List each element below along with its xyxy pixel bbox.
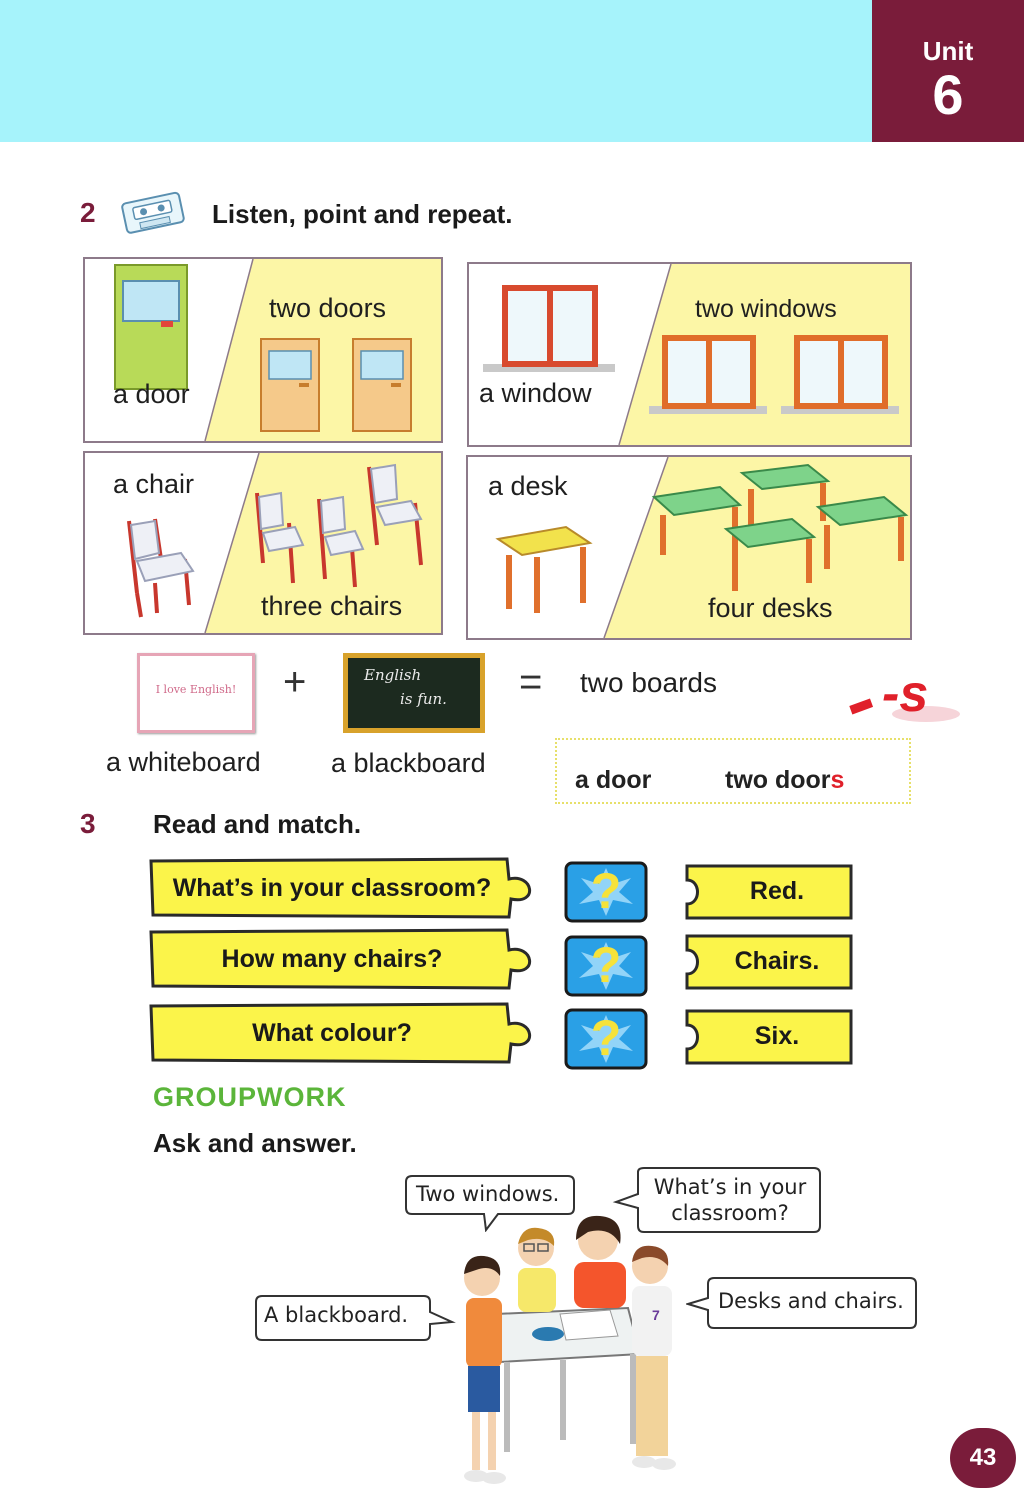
label-two-doors: two doors: [269, 293, 387, 323]
window-image: [649, 338, 767, 414]
question-piece[interactable]: [147, 926, 542, 992]
header-banner: [0, 0, 872, 142]
window-image: [781, 338, 899, 414]
vocab-panel-chair: [83, 451, 443, 635]
label-a-window: a window: [479, 378, 592, 408]
answer-piece[interactable]: [683, 1007, 855, 1067]
section2-number: 2: [80, 197, 96, 228]
s-rule-plural-suffix: s: [830, 766, 845, 794]
svg-text:7: 7: [652, 1307, 660, 1323]
question-text: What’s in your classroom?: [172, 874, 492, 902]
question-text: What colour?: [252, 1019, 412, 1047]
door-image: [353, 339, 411, 431]
label-a-desk: a desk: [488, 471, 568, 501]
label-four-desks: four desks: [708, 593, 833, 623]
question-mark: ?: [590, 937, 622, 993]
desk-image: [498, 527, 590, 613]
groupwork-title: GROUPWORK: [153, 1082, 347, 1112]
vocab-panel-door: [83, 257, 443, 443]
label-a-whiteboard: a whiteboard: [106, 747, 261, 777]
page-number: 43: [950, 1428, 1016, 1488]
s-letter: -s: [882, 665, 929, 723]
unit-number: 6: [932, 63, 964, 126]
s-mark: [846, 665, 962, 730]
question-mark-icon: [563, 934, 649, 998]
chair-image: [129, 519, 193, 617]
plus-sign: +: [283, 660, 307, 704]
question-piece[interactable]: [147, 1000, 542, 1066]
unit-tab: [872, 0, 1024, 142]
bubble-text: What’s in your classroom?: [653, 1175, 807, 1225]
door-image: [115, 265, 187, 389]
label-two-windows: two windows: [695, 295, 837, 323]
unit-label: Unit: [922, 36, 974, 66]
question-mark-icon: [563, 860, 649, 924]
answer-piece[interactable]: [683, 862, 855, 922]
question-piece[interactable]: [147, 855, 542, 921]
question-mark-icon: [563, 1007, 649, 1071]
window-image: [483, 288, 615, 372]
label-a-door: a door: [113, 379, 190, 409]
question-text: How many chairs?: [221, 945, 443, 973]
whiteboard-text: I love English!: [155, 683, 237, 696]
answer-piece[interactable]: [683, 932, 855, 992]
blackboard-image: [343, 653, 485, 733]
bubble-text: Desks and chairs.: [718, 1289, 904, 1313]
section3-number: 3: [80, 808, 96, 839]
vocab-panel-desk: [466, 455, 912, 640]
children-illustration: [440, 1214, 680, 1490]
question-mark: ?: [590, 1010, 622, 1066]
bubble-text: A blackboard.: [264, 1303, 409, 1327]
door-image: [261, 339, 319, 431]
label-two-boards: two boards: [580, 667, 717, 698]
equals-sign: =: [519, 660, 543, 704]
blackboard-text-line2: is fun.: [400, 690, 447, 708]
s-rule-box: [555, 738, 911, 804]
answer-text: Chairs.: [734, 947, 820, 975]
answer-text: Six.: [754, 1022, 800, 1050]
s-rule-plural-stem: two door: [725, 766, 831, 794]
vocab-panel-window: [467, 262, 912, 447]
groupwork-instruction: Ask and answer.: [153, 1128, 357, 1158]
s-rule-singular: a door: [575, 766, 652, 794]
section3-instruction: Read and match.: [153, 809, 362, 839]
speech-bubble: [252, 1294, 456, 1342]
blackboard-text-line1: English: [364, 666, 422, 684]
label-three-chairs: three chairs: [261, 591, 403, 621]
speech-bubble: [686, 1276, 920, 1330]
s-rule-plural: [725, 766, 844, 795]
answer-text: Red.: [749, 877, 805, 905]
cassette-icon[interactable]: [116, 190, 188, 236]
label-a-chair: a chair: [113, 469, 195, 499]
label-a-blackboard: a blackboard: [331, 748, 486, 778]
question-mark: ?: [590, 863, 622, 919]
bubble-text: Two windows.: [416, 1182, 560, 1206]
whiteboard-image: [137, 653, 255, 733]
section2-instruction: Listen, point and repeat.: [212, 199, 513, 229]
